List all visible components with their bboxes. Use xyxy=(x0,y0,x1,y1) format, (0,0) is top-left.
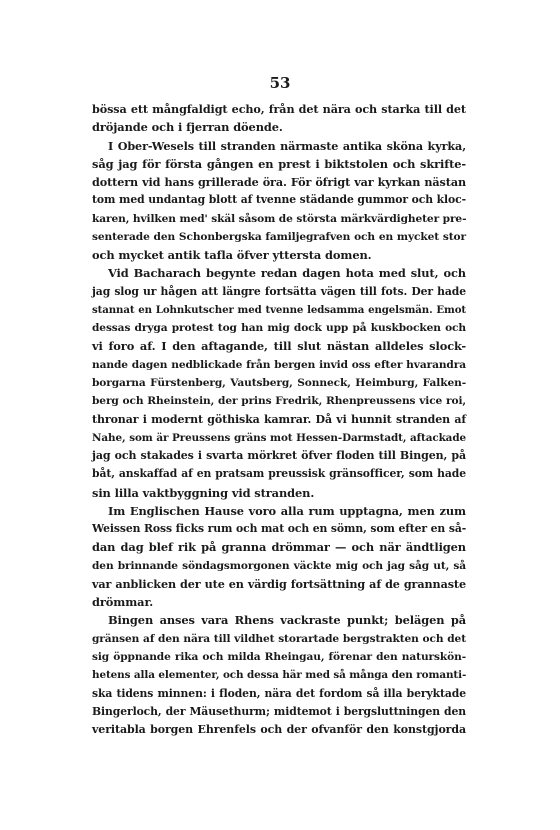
text-line: dan dag blef rik på granna drömmar — och när ändtligen xyxy=(92,540,466,555)
text-line: såg jag för första gången en prest i biktstolen och skrifte- xyxy=(92,156,466,171)
text-line: vi foro af. I den aftagande, till slut nästan alldeles slock- xyxy=(92,339,466,354)
text-line: Nahe, som är Preussens gräns mot Hessen-Darmstadt, aftackade xyxy=(92,431,466,444)
text-line: stannat en Lohnkutscher med tvenne ledsamma engelsmän. Emot xyxy=(92,303,466,316)
text-line: berg och Rheinstein, der prins Fredrik, Rhenpreussens vice roi, xyxy=(92,395,466,408)
text-line: ska tidens minnen: i floden, nära det fordom så illa beryktade xyxy=(92,686,466,700)
text-line: I Ober-Wesels till stranden närmaste antika sköna kyrka, xyxy=(108,138,466,153)
text-line: jag slog ur hågen att längre fortsätta vägen till fots. Der hade xyxy=(92,284,466,298)
text-line: var anblicken der ute en värdig fortsättning af de grannaste xyxy=(92,576,466,591)
body-text xyxy=(92,100,466,739)
text-line: karen, hvilken med' skäl såsom de största märkvärdigheter pre- xyxy=(92,212,467,225)
page-number: 53 xyxy=(269,74,291,92)
text-line: och mycket antik tafla öfver yttersta domen. xyxy=(92,248,372,263)
text-line: borgarna Fürstenberg, Vautsberg, Sonneck, Heimburg, Falken- xyxy=(92,376,466,389)
text-line: Bingen anses vara Rhens vackraste punkt; belägen på xyxy=(108,613,466,628)
text-line: senterade den Schonbergska familjegrafven och en mycket stor xyxy=(92,230,466,243)
text-line: tom med undantag blott af tvenne städande gummor och kloc- xyxy=(92,193,466,207)
text-line: sig öppnande rika och milda Rheingau, förenar den naturskön- xyxy=(92,650,466,663)
text-line: nande dagen nedblickade från bergen invid oss efter hvarandra xyxy=(92,358,466,371)
text-line: den brinnande söndagsmorgonen väckte mig och jag såg ut, så xyxy=(92,559,466,572)
text-line: sin lilla vaktbyggning vid stranden. xyxy=(92,485,315,500)
text-line: drömmar. xyxy=(92,595,154,610)
text-line: bössa ett mångfaldigt echo, från det nära och starka till det xyxy=(92,102,466,116)
text-line: Bingerloch, der Mäusethurm; midtemot i bergsluttningen den xyxy=(92,704,466,718)
text-line: hetens alla elementer, och dessa här med så många den romanti- xyxy=(92,669,467,682)
text-line: jag och stakades i svarta mörkret öfver floden till Bingen, på xyxy=(92,449,466,463)
text-line: Weissen Ross ficks rum och mat och en sömn, som efter en så- xyxy=(92,522,467,536)
text-line: dottern vid hans grillerade öra. För öfrigt var kyrkan nästan xyxy=(92,175,466,190)
text-line: Im Englischen Hause voro alla rum upptagna, men zum xyxy=(108,503,466,518)
text-line: Vid Bacharach begynte redan dagen hota med slut, och xyxy=(108,266,466,281)
text-line: thronar i modernt göthiska kamrar. Då vi hunnit stranden af xyxy=(92,412,466,426)
text-line: dessas dryga protest tog han mig dock upp på kuskbocken och xyxy=(92,322,466,335)
text-line: veritabla borgen Ehrenfels och der ofvanför den konstgjorda xyxy=(92,723,466,737)
text-line: båt, anskaffad af en pratsam preussisk gränsofficer, som hade xyxy=(92,467,466,481)
text-line: gränsen af den nära till vildhet storartade bergstrakten och det xyxy=(92,632,466,645)
text-line: dröjande och i fjerran döende. xyxy=(92,120,283,135)
